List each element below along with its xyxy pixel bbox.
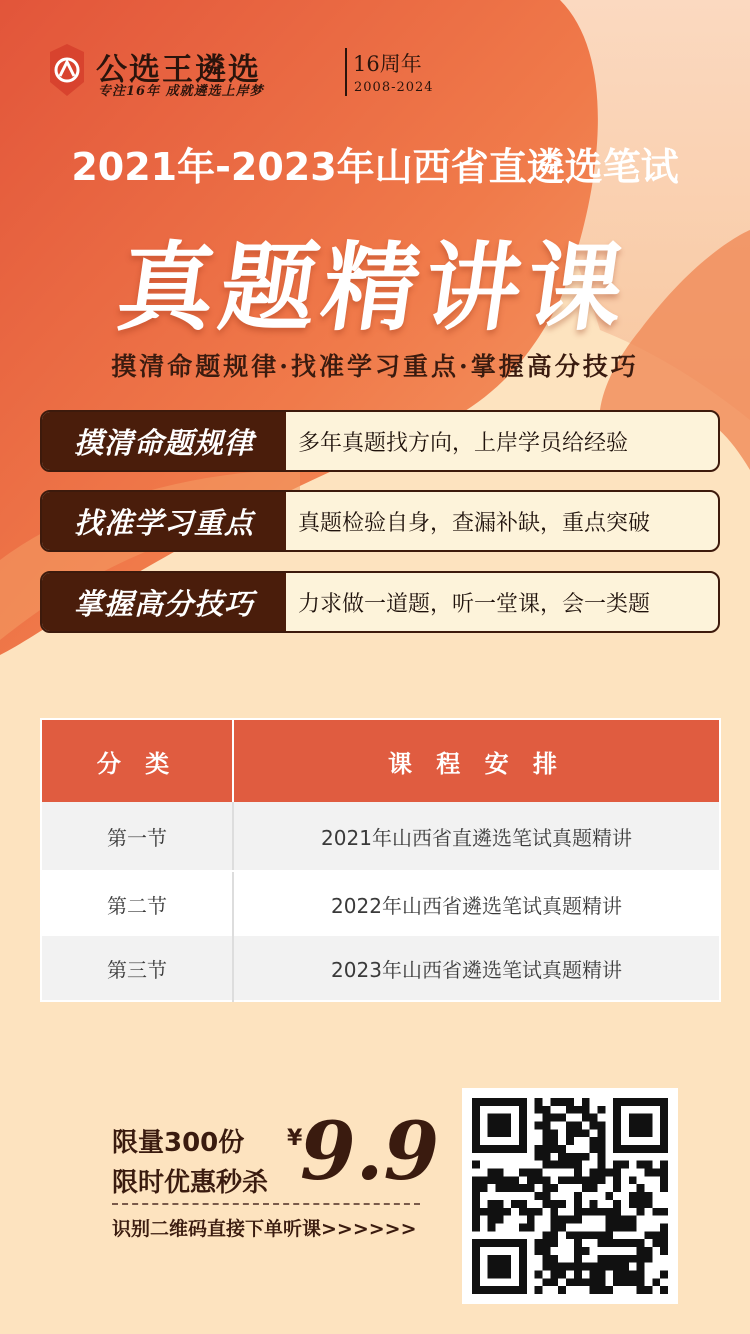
brand-tagline: 专注16年 成就遴选上岸梦 bbox=[98, 84, 264, 99]
feature-label: 找准学习重点 bbox=[42, 492, 286, 550]
table-cell-course: 2021年山西省直遴选笔试真题精讲 bbox=[233, 802, 720, 871]
subtitle: 摸清命题规律·找准学习重点·掌握高分技巧 bbox=[111, 352, 639, 381]
brand-name: 公选王遴选 bbox=[96, 52, 261, 88]
qr-code-icon[interactable] bbox=[472, 1098, 668, 1294]
column-header-schedule: 课 程 安 排 bbox=[233, 719, 720, 802]
anniversary-years: 2008-2024 bbox=[354, 80, 434, 95]
feature-desc: 真题检验自身，查漏补缺，重点突破 bbox=[298, 510, 651, 536]
table-cell-course: 2023年山西省遴选笔试真题精讲 bbox=[233, 936, 720, 1001]
hero-title: 真题精讲课 bbox=[111, 232, 637, 344]
feature-label: 摸清命题规律 bbox=[42, 412, 286, 470]
logo-divider bbox=[345, 48, 347, 96]
table-cell-course: 2022年山西省遴选笔试真题精讲 bbox=[233, 871, 720, 936]
table-row bbox=[41, 802, 720, 871]
feature-row bbox=[40, 571, 720, 633]
feature-row bbox=[40, 410, 720, 472]
schedule-table bbox=[40, 718, 721, 1002]
qr-code-button[interactable] bbox=[462, 1088, 678, 1304]
feature-label: 掌握高分技巧 bbox=[42, 573, 286, 631]
anniversary-title: 16周年 bbox=[353, 52, 422, 76]
feature-desc: 多年真题找方向，上岸学员给经验 bbox=[298, 430, 629, 456]
table-cell-section: 第三节 bbox=[41, 936, 233, 1001]
feature-desc: 力求做一道题，听一堂课，会一类题 bbox=[298, 591, 651, 617]
table-header-row bbox=[41, 719, 720, 802]
promo-timed: 限时优惠秒杀 bbox=[112, 1168, 269, 1198]
main-heading: 2021年-2023年山西省直遴选笔试 bbox=[71, 145, 679, 189]
feature-row bbox=[40, 490, 720, 552]
promo-quota: 限量300份 bbox=[112, 1128, 245, 1158]
price-currency: ¥ bbox=[287, 1126, 303, 1151]
column-header-category: 分 类 bbox=[41, 719, 233, 802]
gxw-seal-logo-icon bbox=[46, 42, 88, 98]
table-cell-section: 第一节 bbox=[41, 802, 233, 871]
table-cell-section: 第二节 bbox=[41, 871, 233, 936]
price-value: 9.9 bbox=[300, 1104, 440, 1198]
promo-divider bbox=[112, 1203, 420, 1205]
table-row bbox=[41, 936, 720, 1001]
promo-cta: 识别二维码直接下单听课>>>>>> bbox=[112, 1218, 417, 1240]
table-row bbox=[41, 871, 720, 936]
